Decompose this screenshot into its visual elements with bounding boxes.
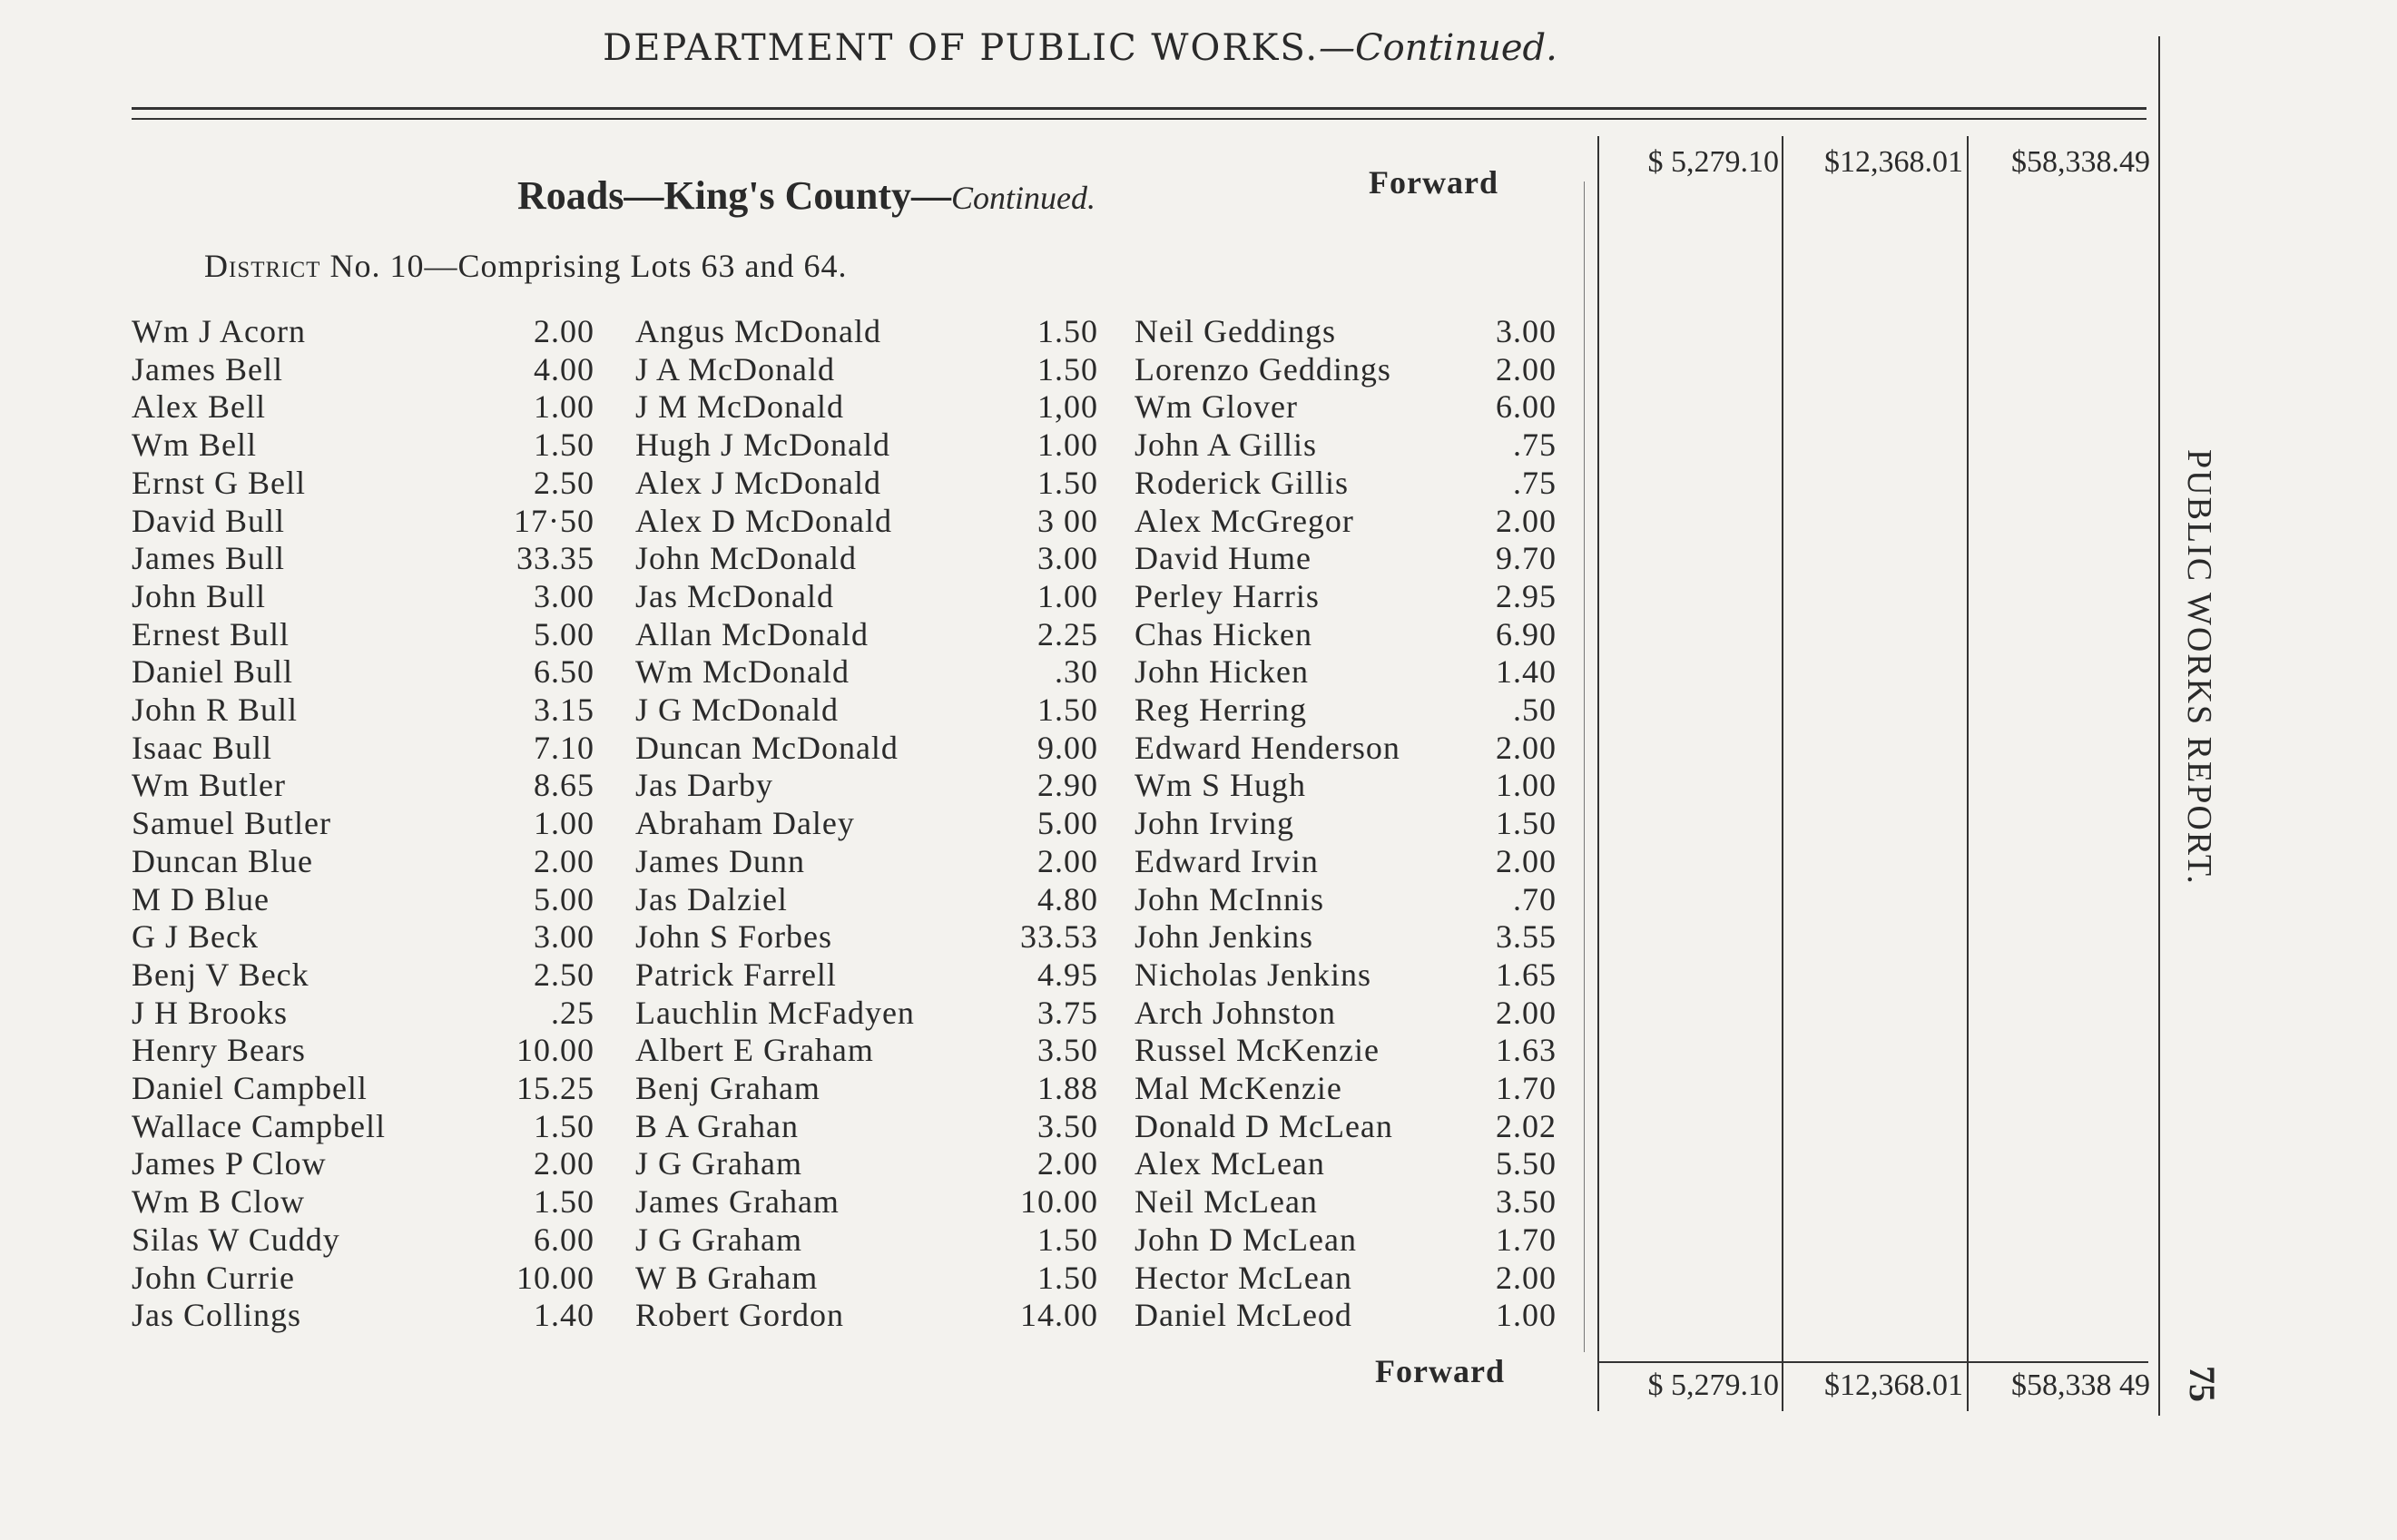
entry-name: Samuel Butler <box>132 805 331 842</box>
forward-top-amount-3: $58,338.49 <box>2011 145 2150 179</box>
list-item <box>0 843 1588 881</box>
entry-amount: 3.00 <box>534 918 594 956</box>
entry-amount: .75 <box>1513 427 1557 464</box>
entry-name: Hugh J McDonald <box>635 427 890 464</box>
entry-amount: 1.00 <box>1496 1297 1557 1334</box>
list-item <box>0 465 1588 503</box>
entry-name: Wm Bell <box>132 427 257 464</box>
entry-amount: 1.00 <box>1496 767 1557 804</box>
entry-name: Silas W Cuddy <box>132 1221 340 1258</box>
list-item <box>0 730 1588 768</box>
entry-name: Reg Herring <box>1135 692 1307 728</box>
money-col-rule-3 <box>1967 136 1969 1411</box>
entry-amount: 2.00 <box>1496 350 1557 387</box>
entry-name: James Bell <box>132 350 283 387</box>
entry-name: John McDonald <box>635 540 857 577</box>
entry-amount: .25 <box>551 994 594 1031</box>
entry-name: Roderick Gillis <box>1135 464 1349 501</box>
entry-name: G J Beck <box>132 918 259 956</box>
list-item <box>0 1221 1588 1260</box>
section-title <box>517 172 1095 219</box>
entry-amount: 6.90 <box>1496 615 1557 652</box>
entry-name: John McInnis <box>1135 880 1324 917</box>
page-header <box>0 27 2160 69</box>
entry-name: James Graham <box>635 1183 840 1221</box>
header-title: DEPARTMENT OF PUBLIC WORKS. <box>603 27 1320 69</box>
entry-name: Wm Glover <box>1135 388 1298 426</box>
entry-amount: 5.50 <box>1496 1145 1557 1182</box>
entry-amount: 1.50 <box>1037 464 1098 501</box>
entry-name: Wallace Campbell <box>132 1107 386 1144</box>
entry-amount: 6.00 <box>1496 388 1557 426</box>
entry-amount: 1.00 <box>1037 427 1098 464</box>
entry-name: Isaac Bull <box>132 729 272 766</box>
entry-name: Lauchlin McFadyen <box>635 994 915 1031</box>
entry-amount: 1,00 <box>1037 388 1098 426</box>
list-item <box>0 653 1588 692</box>
entry-amount: 1.50 <box>1496 805 1557 842</box>
entry-amount: 1.50 <box>534 427 594 464</box>
entry-amount: 17·50 <box>514 502 594 539</box>
entry-name: Mal McKenzie <box>1135 1070 1342 1106</box>
entry-amount: 4.80 <box>1037 880 1098 917</box>
entry-amount: 10.00 <box>1020 1183 1098 1221</box>
entry-amount: 2.00 <box>1496 842 1557 879</box>
entry-name: Henry Bears <box>132 1032 306 1069</box>
entry-amount: 3.75 <box>1037 994 1098 1031</box>
entry-amount: 3.50 <box>1037 1107 1098 1144</box>
entry-name: Jas McDonald <box>635 577 834 614</box>
entry-name: Jas Collings <box>132 1297 302 1334</box>
entry-name: Chas Hicken <box>1135 615 1312 652</box>
entry-name: James P Clow <box>132 1145 327 1182</box>
list-item <box>0 427 1588 465</box>
entry-name: Alex D McDonald <box>635 502 892 539</box>
entry-amount: 33.53 <box>1020 918 1098 956</box>
entry-amount: 2.50 <box>534 464 594 501</box>
entry-amount: 4.95 <box>1037 956 1098 993</box>
entry-amount: 2.90 <box>1037 767 1098 804</box>
entry-amount: .70 <box>1513 880 1557 917</box>
entry-amount: 1.50 <box>1037 692 1098 728</box>
district-prefix: District <box>204 248 321 284</box>
entry-amount: 10.00 <box>516 1259 594 1296</box>
entry-amount: 2.00 <box>1496 729 1557 766</box>
entry-name: Daniel Bull <box>132 653 293 691</box>
entry-name: Duncan McDonald <box>635 729 899 766</box>
entry-amount: 10.00 <box>516 1032 594 1069</box>
entry-amount: 2.00 <box>1496 502 1557 539</box>
entry-name: John S Forbes <box>635 918 833 956</box>
entry-amount: 6.50 <box>534 653 594 691</box>
entry-name: Lorenzo Geddings <box>1135 350 1391 387</box>
entry-name: Wm J Acorn <box>132 313 306 349</box>
entry-name: John Currie <box>132 1259 295 1296</box>
list-item <box>0 503 1588 541</box>
entry-amount: 1.65 <box>1496 956 1557 993</box>
forward-bottom-amount-3: $58,338 49 <box>2011 1368 2150 1402</box>
entry-name: John Jenkins <box>1135 918 1314 956</box>
entry-name: Wm S Hugh <box>1135 767 1306 804</box>
header-continued: —Continued. <box>1319 27 1557 69</box>
entry-amount: 1.50 <box>1037 1221 1098 1258</box>
header-rule-top <box>132 107 2146 110</box>
entry-name: J M McDonald <box>635 388 844 426</box>
entry-amount: 2.00 <box>1037 1145 1098 1182</box>
list-item <box>0 1108 1588 1146</box>
entry-amount: 2.50 <box>534 956 594 993</box>
list-item <box>0 616 1588 654</box>
entry-name: David Hume <box>1135 540 1311 577</box>
entry-amount: 4.00 <box>534 350 594 387</box>
entry-amount: 2.00 <box>1496 994 1557 1031</box>
forward-bottom-amount-2: $12,368.01 <box>1824 1368 1963 1402</box>
list-item <box>0 1145 1588 1183</box>
list-item <box>0 313 1588 351</box>
entry-amount: 8.65 <box>534 767 594 804</box>
page-right-border <box>2158 36 2160 1416</box>
entry-name: John Irving <box>1135 805 1294 842</box>
entry-amount: .75 <box>1513 464 1557 501</box>
entry-name: Edward Henderson <box>1135 729 1400 766</box>
list-item <box>0 578 1588 616</box>
entry-name: Patrick Farrell <box>635 956 837 993</box>
entry-name: M D Blue <box>132 880 270 917</box>
list-item <box>0 805 1588 843</box>
district-heading <box>204 247 847 285</box>
entry-name: Allan McDonald <box>635 615 869 652</box>
entry-amount: 2.95 <box>1496 577 1557 614</box>
entry-amount: 3.00 <box>534 577 594 614</box>
entry-name: James Bull <box>132 540 285 577</box>
entry-amount: 2.00 <box>1037 842 1098 879</box>
money-col-rule-2 <box>1782 136 1783 1411</box>
entry-name: Duncan Blue <box>132 842 313 879</box>
side-running-title: PUBLIC WORKS REPORT. <box>2180 449 2218 886</box>
entry-amount: 1.00 <box>534 388 594 426</box>
entry-amount: 1.40 <box>1496 653 1557 691</box>
entry-name: Jas Darby <box>635 767 773 804</box>
entry-amount: 2.00 <box>534 313 594 349</box>
entry-amount: 3 00 <box>1037 502 1098 539</box>
entry-amount: 5.00 <box>534 615 594 652</box>
entry-name: B A Grahan <box>635 1107 799 1144</box>
entry-name: Robert Gordon <box>635 1297 844 1334</box>
entry-name: John A Gillis <box>1135 427 1318 464</box>
entry-amount: 1.50 <box>1037 350 1098 387</box>
entry-name: Perley Harris <box>1135 577 1320 614</box>
entry-name: J G Graham <box>635 1145 802 1182</box>
list-item <box>0 692 1588 730</box>
entry-amount: 1.50 <box>534 1183 594 1221</box>
entry-amount: 5.00 <box>534 880 594 917</box>
forward-top-amount-2: $12,368.01 <box>1824 145 1963 179</box>
entry-amount: 1.50 <box>1037 313 1098 349</box>
entry-name: Arch Johnston <box>1135 994 1336 1031</box>
forward-top-label: Forward <box>1369 164 1498 201</box>
entry-name: Ernst G Bell <box>132 464 306 501</box>
list-item <box>0 881 1588 919</box>
entry-name: Albert E Graham <box>635 1032 874 1069</box>
forward-top-amount-1: $ 5,279.10 <box>1647 145 1779 179</box>
entry-amount: 1.00 <box>534 805 594 842</box>
entry-name: Daniel Campbell <box>132 1070 368 1106</box>
entry-name: James Dunn <box>635 842 805 879</box>
entry-amount: 3.50 <box>1496 1183 1557 1221</box>
entry-name: John Hicken <box>1135 653 1309 691</box>
entry-name: Wm McDonald <box>635 653 850 691</box>
entry-amount: 15.25 <box>516 1070 594 1106</box>
entry-amount: 1.88 <box>1037 1070 1098 1106</box>
entry-name: Neil Geddings <box>1135 313 1336 349</box>
section-title-continued: Continued. <box>951 180 1096 216</box>
entry-amount: 2.25 <box>1037 615 1098 652</box>
entry-amount: 3.55 <box>1496 918 1557 956</box>
entry-amount: 5.00 <box>1037 805 1098 842</box>
entry-amount: 2.00 <box>534 1145 594 1182</box>
entry-name: Hector McLean <box>1135 1259 1352 1296</box>
entry-name: David Bull <box>132 502 285 539</box>
list-item <box>0 388 1588 427</box>
entry-amount: 6.00 <box>534 1221 594 1258</box>
entry-name: John D McLean <box>1135 1221 1357 1258</box>
entry-name: John R Bull <box>132 692 299 728</box>
entry-amount: 9.70 <box>1496 540 1557 577</box>
list-item <box>0 1032 1588 1070</box>
entry-name: Jas Dalziel <box>635 880 788 917</box>
entry-name: Ernest Bull <box>132 615 290 652</box>
list-item <box>0 1297 1588 1335</box>
entry-amount: 2.00 <box>534 842 594 879</box>
entry-amount: .50 <box>1513 692 1557 728</box>
header-rule-bottom <box>132 118 2146 120</box>
entry-amount: 3.00 <box>1496 313 1557 349</box>
entry-name: Benj Graham <box>635 1070 820 1106</box>
list-item <box>0 995 1588 1033</box>
entry-amount: 1.70 <box>1496 1070 1557 1106</box>
list-item <box>0 956 1588 995</box>
money-total-rule <box>1599 1361 2148 1363</box>
entry-amount: 1.40 <box>534 1297 594 1334</box>
forward-bottom-label: Forward <box>1375 1353 1505 1389</box>
entry-name: Benj V Beck <box>132 956 309 993</box>
entry-name: W B Graham <box>635 1259 819 1296</box>
section-title-text: Roads—King's County— <box>517 173 952 218</box>
entry-amount: 1.00 <box>1037 577 1098 614</box>
entry-name: Alex J McDonald <box>635 464 881 501</box>
entry-name: Angus McDonald <box>635 313 881 349</box>
district-rest: No. 10—Comprising Lots 63 and 64. <box>320 248 848 284</box>
entry-name: Alex McGregor <box>1135 502 1354 539</box>
entry-amount: 1.63 <box>1496 1032 1557 1069</box>
entry-amount: 14.00 <box>1020 1297 1098 1334</box>
entry-name: Wm B Clow <box>132 1183 306 1221</box>
entry-amount: 3.50 <box>1037 1032 1098 1069</box>
list-item <box>0 767 1588 805</box>
list-item <box>0 1183 1588 1221</box>
page-number: 75 <box>2182 1366 2223 1402</box>
entry-amount: 33.35 <box>516 540 594 577</box>
entry-name: Daniel McLeod <box>1135 1297 1352 1334</box>
entry-name: John Bull <box>132 577 267 614</box>
entry-name: J G McDonald <box>635 692 839 728</box>
entry-amount: 3.15 <box>534 692 594 728</box>
money-col-rule-1 <box>1597 136 1599 1411</box>
entry-amount: .30 <box>1055 653 1098 691</box>
entry-name: Abraham Daley <box>635 805 855 842</box>
entry-amount: 1.70 <box>1496 1221 1557 1258</box>
list-item <box>0 918 1588 956</box>
entry-amount: 1.50 <box>534 1107 594 1144</box>
list-item <box>0 540 1588 578</box>
list-item <box>0 1070 1588 1108</box>
list-item <box>0 351 1588 389</box>
entry-name: Edward Irvin <box>1135 842 1319 879</box>
entry-name: J A McDonald <box>635 350 836 387</box>
entry-amount: 1.50 <box>1037 1259 1098 1296</box>
entry-amount: 7.10 <box>534 729 594 766</box>
entry-name: Russel McKenzie <box>1135 1032 1380 1069</box>
forward-bottom-amount-1: $ 5,279.10 <box>1647 1368 1779 1402</box>
entry-name: Neil McLean <box>1135 1183 1318 1221</box>
entry-name: Wm Butler <box>132 767 286 804</box>
entry-name: J H Brooks <box>132 994 289 1031</box>
entry-amount: 9.00 <box>1037 729 1098 766</box>
entry-amount: 2.00 <box>1496 1259 1557 1296</box>
entry-name: J G Graham <box>635 1221 802 1258</box>
list-item <box>0 1260 1588 1298</box>
entry-name: Alex McLean <box>1135 1145 1325 1182</box>
entry-name: Alex Bell <box>132 388 266 426</box>
entry-name: Donald D McLean <box>1135 1107 1393 1144</box>
entry-amount: 3.00 <box>1037 540 1098 577</box>
entry-name: Nicholas Jenkins <box>1135 956 1371 993</box>
entry-amount: 2.02 <box>1496 1107 1557 1144</box>
